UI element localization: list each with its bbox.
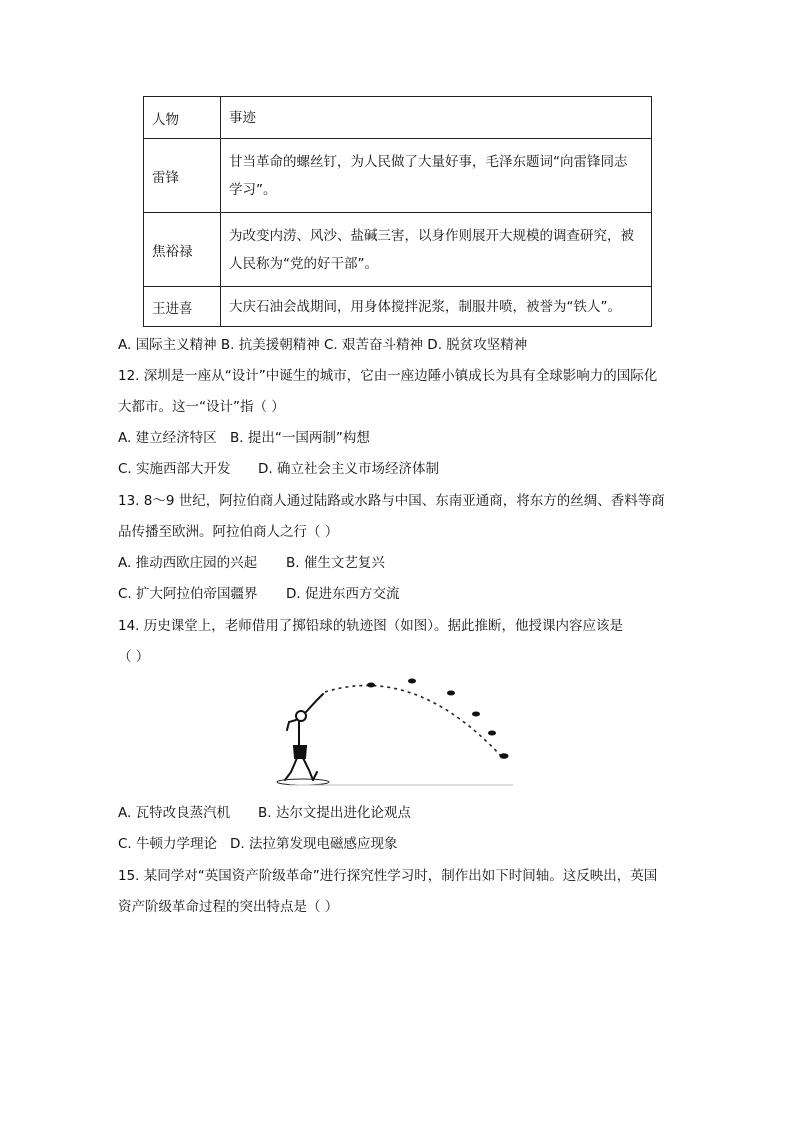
q15-stem-line2: 资产阶级革命过程的突出特点是（ ） bbox=[118, 899, 339, 915]
table-row bbox=[144, 139, 652, 213]
figures-deeds-table bbox=[143, 96, 652, 327]
q13-option-d[interactable]: D. 促进东西方交流 bbox=[286, 586, 400, 602]
table-header-row bbox=[144, 97, 652, 139]
q12-option-d[interactable]: D. 确立社会主义市场经济体制 bbox=[258, 461, 439, 477]
shot-ball bbox=[488, 731, 496, 736]
deed-line: 大庆石油会战期间，用身体搅拌泥浆，制服井喷，被誉为“铁人”。 bbox=[229, 298, 621, 315]
q14-stem-line2: （ ） bbox=[118, 649, 150, 665]
throwing-circle bbox=[277, 779, 329, 785]
shot-ball bbox=[472, 712, 480, 717]
q12-options-row2 bbox=[118, 459, 439, 479]
q13-options-row2 bbox=[118, 584, 399, 604]
person-deed bbox=[221, 287, 652, 327]
q12-option-c[interactable]: C. 实施西部大开发 bbox=[118, 461, 231, 477]
shot-ball bbox=[500, 753, 509, 759]
q13-option-b[interactable]: B. 催生文艺复兴 bbox=[286, 555, 385, 571]
q13-option-c[interactable]: C. 扩大阿拉伯帝国疆界 bbox=[118, 586, 258, 602]
q14-options-row1 bbox=[118, 803, 411, 823]
q14-option-b[interactable]: B. 达尔文提出进化论观点 bbox=[258, 805, 411, 821]
q15-stem-line1: 15. 某同学对“英国资产阶级革命”进行探究性学习时，制作出如下时间轴。这反映出，英国 bbox=[118, 868, 658, 884]
person-name: 焦裕禄 bbox=[144, 213, 221, 287]
q12-option-b[interactable]: B. 提出“一国两制”构想 bbox=[230, 430, 370, 446]
q14-option-a[interactable]: A. 瓦特改良蒸汽机 bbox=[118, 805, 231, 821]
q13-stem-line1: 13. 8～9 世纪，阿拉伯商人通过陆路或水路与中国、东南亚通商，将东方的丝绸、香料等商 bbox=[118, 493, 665, 509]
person-deed bbox=[221, 139, 652, 213]
deed-line: 人民称为“党的好干部”。 bbox=[229, 255, 378, 272]
q12-option-a[interactable]: A. 建立经济特区 bbox=[118, 430, 217, 446]
q13-option-a[interactable]: A. 推动西欧庄园的兴起 bbox=[118, 555, 258, 571]
deed-line: 为改变内涝、风沙、盐碱三害，以身作则展开大规模的调查研究，被 bbox=[229, 227, 634, 244]
header-deeds: 事迹 bbox=[221, 97, 652, 139]
athlete-figure bbox=[285, 694, 323, 780]
shot-put-trajectory-figure bbox=[275, 672, 515, 792]
header-person: 人物 bbox=[144, 97, 221, 139]
q12-options-row1 bbox=[118, 428, 370, 448]
person-name: 雷锋 bbox=[144, 139, 221, 213]
trajectory-curve bbox=[325, 685, 501, 756]
q14-option-c[interactable]: C. 牛顿力学理论 bbox=[118, 836, 218, 852]
shot-ball bbox=[367, 683, 375, 688]
q13-stem-line2: 品传播至欧洲。阿拉伯商人之行（ ） bbox=[118, 524, 339, 540]
q11-options: A. 国际主义精神 B. 抗美援朝精神 C. 艰苦奋斗精神 D. 脱贫攻坚精神 bbox=[118, 337, 528, 353]
person-deed bbox=[221, 213, 652, 287]
shot-ball bbox=[408, 679, 416, 684]
person-name: 王进喜 bbox=[144, 287, 221, 327]
q14-option-d[interactable]: D. 法拉第发现电磁感应现象 bbox=[230, 836, 398, 852]
shot-ball bbox=[447, 691, 455, 696]
table-row bbox=[144, 287, 652, 327]
q12-stem-line1: 12. 深圳是一座从“设计”中诞生的城市，它由一座边陲小镇成长为具有全球影响力的国际化 bbox=[118, 368, 658, 384]
q13-options-row1 bbox=[118, 553, 385, 573]
q14-stem-line1: 14. 历史课堂上，老师借用了掷铅球的轨迹图（如图）。据此推断，他授课内容应该是 bbox=[118, 618, 624, 634]
deed-line: 甘当革命的螺丝钉，为人民做了大量好事，毛泽东题词“向雷锋同志 bbox=[229, 153, 628, 170]
table-row bbox=[144, 213, 652, 287]
deed-line: 学习”。 bbox=[229, 181, 277, 198]
q14-options-row2 bbox=[118, 834, 397, 854]
q12-stem-line2: 大都市。这一“设计”指（ ） bbox=[118, 399, 285, 415]
